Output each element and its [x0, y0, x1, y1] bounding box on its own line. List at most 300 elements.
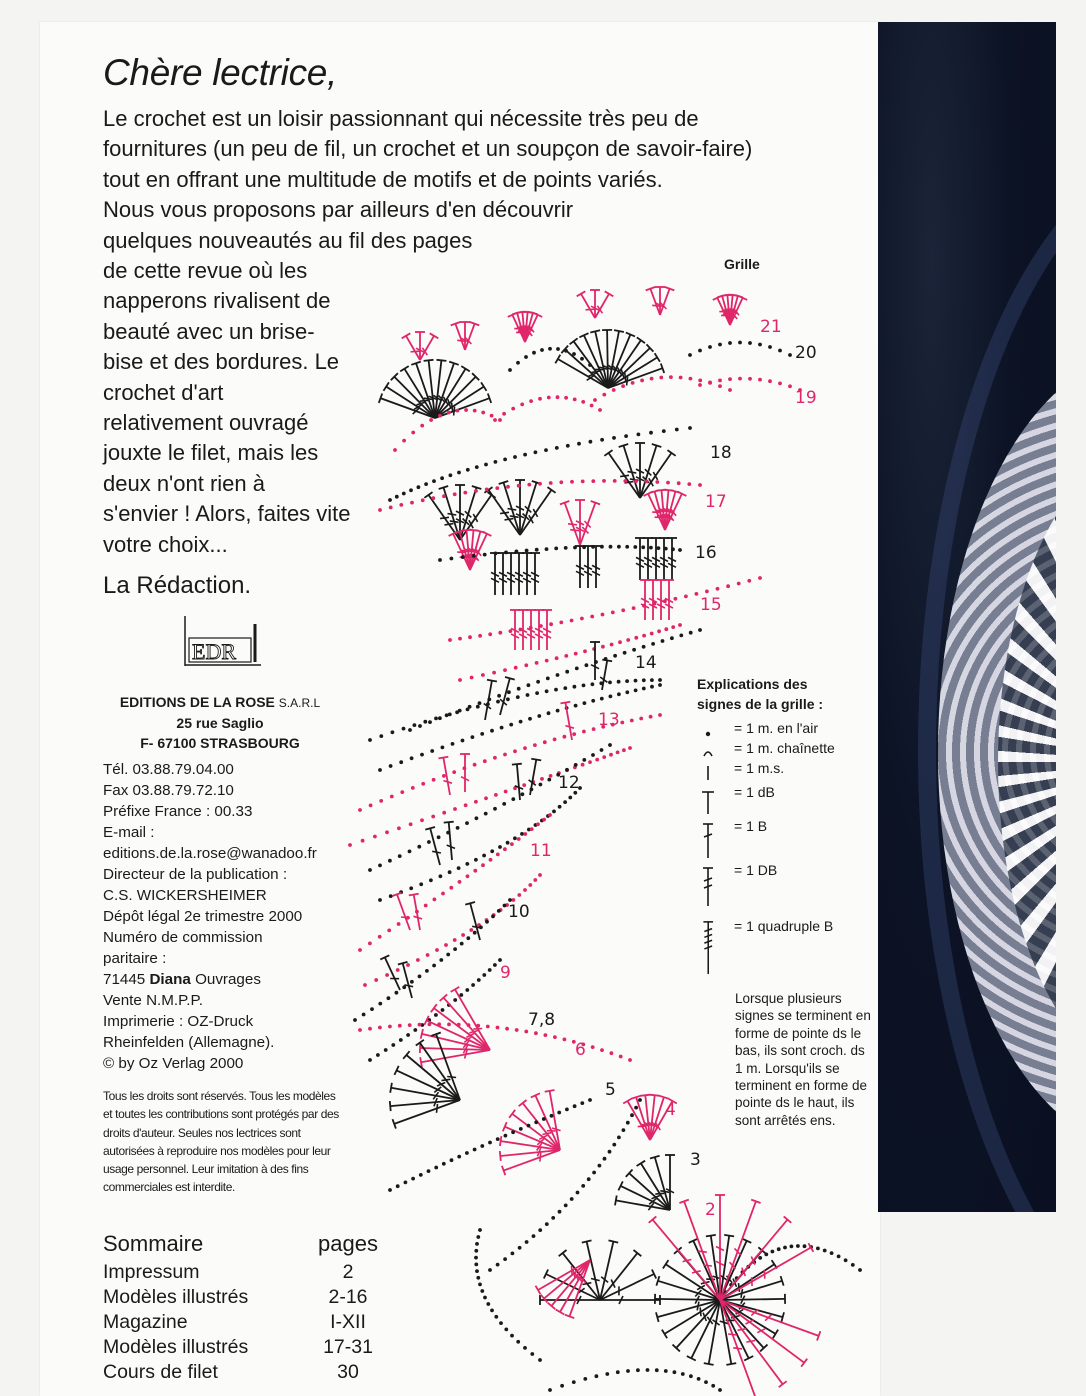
chain-dot — [397, 922, 401, 926]
chain-dot — [440, 476, 444, 480]
chain-dot — [482, 854, 486, 858]
chain-dot — [379, 734, 383, 738]
chain-dot — [527, 483, 531, 487]
chain-dot — [628, 1058, 632, 1062]
chain-dot — [503, 458, 507, 462]
chain-dot — [545, 689, 549, 693]
chain-dot — [431, 496, 435, 500]
chain-dot — [390, 795, 394, 799]
chain-dot — [580, 357, 584, 361]
stitch-cap — [437, 360, 447, 361]
chain-dot — [538, 482, 542, 486]
chain-dot — [488, 1268, 492, 1272]
chain-dot — [677, 481, 681, 485]
stitch-stem — [565, 349, 608, 388]
chain-dot — [423, 720, 427, 724]
chain-dot — [466, 936, 470, 940]
stitch-cap — [781, 1312, 784, 1322]
chain-dot — [572, 732, 576, 736]
director-label: Directeur de la publication : — [103, 866, 288, 883]
chain-dot — [402, 985, 406, 989]
contact-details — [103, 759, 317, 1074]
chain-dot — [617, 692, 621, 696]
letter-title: Chère lectrice, — [103, 52, 338, 93]
stitch-cap — [390, 1101, 391, 1111]
chain-dot — [698, 483, 702, 487]
chain-dot — [600, 1048, 604, 1052]
chain-dot — [758, 576, 762, 580]
chain-dot — [461, 933, 465, 937]
half-double-icon — [700, 784, 730, 814]
chain-dot — [480, 1144, 484, 1148]
chain-dot — [630, 719, 634, 723]
stitch-cap — [500, 1136, 502, 1146]
chain-dot — [622, 1128, 626, 1132]
chain-dot — [600, 697, 604, 701]
stitch-cap — [704, 1363, 714, 1365]
chain-dot — [768, 379, 772, 383]
chain-dot — [788, 353, 792, 357]
chain-dot — [409, 488, 413, 492]
chain-dot — [609, 545, 613, 549]
chain-dot — [542, 1117, 546, 1121]
double-treble-icon — [700, 862, 730, 906]
stitch-cap — [663, 1260, 669, 1268]
chain-dot — [547, 396, 551, 400]
stitch-cap — [656, 1312, 659, 1322]
diana-number: 71445 — [103, 971, 146, 988]
chain-dot — [461, 739, 465, 743]
legend-note: Lorsque plusieurs signes se terminent en forme de pointe ds le bas, ils sont croch. ds 1 m. Lorsqu'ils se terminent en forme de pointe ds le haut, ils sont arrêtés ens. — [735, 991, 871, 1128]
chain-dot — [368, 738, 372, 742]
chain-dot — [520, 403, 524, 407]
chain-dot — [738, 377, 742, 381]
chain-dot — [450, 1158, 454, 1162]
chain-dot — [503, 904, 507, 908]
chain-dot — [524, 1030, 528, 1034]
chain-dot — [424, 482, 428, 486]
stitch-stem — [595, 294, 609, 318]
chain-dot — [475, 816, 479, 820]
publisher-suffix: S.A.R.L — [278, 696, 321, 710]
chain-dot — [526, 693, 530, 697]
chain-dot — [595, 1374, 599, 1378]
chain-dot — [681, 1372, 685, 1376]
chain-dot — [560, 1384, 564, 1388]
stitch-bar — [628, 472, 637, 473]
chain-dot — [525, 1240, 529, 1244]
chain-dot — [547, 778, 551, 782]
chain-dot — [420, 753, 424, 757]
stitch-cap — [779, 1381, 787, 1387]
chain-dot — [389, 764, 393, 768]
chain-dot — [511, 797, 515, 801]
chain-dot — [687, 482, 691, 486]
chain-dot — [679, 634, 683, 638]
chain-dot — [451, 742, 455, 746]
legend-title-line-2: signes de la grille : — [697, 696, 824, 712]
round-number: 21 — [760, 317, 782, 337]
chain-dot — [582, 758, 586, 762]
chain-dot — [496, 1263, 500, 1267]
stitch-bar — [568, 524, 577, 525]
toc-label: Modèles illustrés — [103, 1336, 249, 1358]
round-number: 11 — [530, 841, 552, 861]
chain-dot — [468, 635, 472, 639]
chain-dot — [552, 810, 556, 814]
chain-dot — [476, 705, 480, 709]
chain-dot — [663, 599, 667, 603]
chain-dot — [388, 859, 392, 863]
chain-dot — [513, 749, 517, 753]
chain-dot — [580, 617, 584, 621]
chain-dot — [473, 931, 477, 935]
chain-dot — [472, 554, 476, 558]
stitch-bar — [437, 1104, 438, 1113]
chain-dot — [768, 345, 772, 349]
round-number: 5 — [605, 1080, 616, 1100]
diana-brand: Diana — [149, 971, 191, 988]
chain-dot — [516, 361, 520, 365]
chain-dot — [557, 1111, 561, 1115]
letter-line: fournitures (un peu de fil, un crochet et un soupçon de savoir-faire) — [103, 136, 753, 162]
chain-dot — [564, 654, 568, 658]
stitch-bar — [450, 521, 459, 522]
chain-dot — [385, 973, 389, 977]
stitch-bar — [627, 377, 628, 386]
chain-dot — [521, 792, 525, 796]
chain-dot — [588, 363, 592, 367]
chain-dot — [581, 400, 585, 404]
chain-dot — [484, 463, 488, 467]
chain-dot — [517, 837, 521, 841]
chain-dot — [452, 770, 456, 774]
chain-dot — [783, 1246, 787, 1250]
chain-dot — [465, 862, 469, 866]
stitch-cap — [421, 1029, 423, 1039]
chain-dot — [642, 604, 646, 608]
chain-dot — [379, 799, 383, 803]
chain-dot — [669, 375, 673, 379]
chain-dot — [441, 1008, 445, 1012]
chain-dot — [587, 1177, 591, 1181]
stitch-cap — [561, 702, 571, 704]
stitch-bar — [660, 1191, 669, 1193]
chain-dot — [688, 353, 692, 357]
chain-dot — [678, 548, 682, 552]
chain-dot — [611, 611, 615, 615]
letter-line: beauté avec un brise- — [103, 318, 315, 344]
chain-dot — [589, 440, 593, 444]
chain-dot — [483, 1296, 487, 1300]
chain-dot — [358, 808, 362, 812]
chain-dot — [642, 687, 646, 691]
doily-photo — [878, 22, 1056, 1212]
chain-dot — [689, 631, 693, 635]
chain-dot — [515, 1028, 519, 1032]
chain-dot — [778, 382, 782, 386]
round-number: 13 — [598, 710, 620, 730]
stitch-bar — [728, 1334, 737, 1335]
stitch-bar — [764, 1270, 765, 1279]
chain-dot — [655, 1368, 659, 1372]
chain-dot — [716, 587, 720, 591]
chain-dot — [558, 805, 562, 809]
chain-dot — [539, 783, 543, 787]
chain-dot — [483, 553, 487, 557]
logo-text: EDR — [192, 639, 236, 664]
stitch-stem — [449, 822, 452, 860]
legend-text: = 1 DB — [734, 862, 778, 878]
chain-dot — [484, 796, 488, 800]
chain-dot — [570, 1197, 574, 1201]
chain-dot — [698, 383, 702, 387]
chain-dot — [695, 592, 699, 596]
chain-dot — [442, 811, 446, 815]
toc-label: Modèles illustrés — [103, 1286, 249, 1308]
chain-dot — [549, 622, 553, 626]
stitch-stem — [720, 1300, 804, 1363]
chain-dot — [489, 858, 493, 862]
stitch-bar — [452, 403, 453, 412]
chain-dot — [570, 480, 574, 484]
chain-dot — [600, 438, 604, 442]
chain-dot — [437, 835, 441, 839]
chain-dot — [574, 763, 578, 767]
chain-dot — [378, 864, 382, 868]
round-number: 16 — [695, 543, 717, 563]
chain-dot — [389, 894, 393, 898]
chain-dot — [748, 341, 752, 345]
stitch-cap — [398, 962, 408, 965]
chain-dot — [385, 830, 389, 834]
chain-dot — [624, 434, 628, 438]
chain-dot — [529, 626, 533, 630]
chain-dot — [519, 720, 523, 724]
stitch-cap — [590, 330, 600, 332]
slip-stitch-arc-icon — [700, 740, 730, 760]
chain-dot — [545, 1222, 549, 1226]
chain-dot — [664, 1369, 668, 1373]
chain-dot — [524, 355, 528, 359]
chain-dot — [548, 347, 552, 351]
chain-dot — [705, 590, 709, 594]
stitch-cap — [548, 487, 556, 493]
chain-dot — [419, 1173, 423, 1177]
chain-dot — [658, 683, 662, 687]
chain-dot — [653, 602, 657, 606]
chain-dot — [553, 738, 557, 742]
chain-dot — [664, 547, 668, 551]
toc-label: Impressum — [103, 1261, 200, 1283]
chain-dot — [565, 670, 569, 674]
chain-dot — [553, 1035, 557, 1039]
chain-dot — [603, 1157, 607, 1161]
stitch-bar — [445, 524, 454, 525]
legend-title-line-1: Explications des — [697, 676, 808, 692]
chain-dot — [678, 623, 682, 627]
stitch-cap — [461, 366, 470, 371]
toc-label: Magazine — [103, 1311, 188, 1333]
chain-dot — [582, 545, 586, 549]
chain-dot — [534, 450, 538, 454]
chain-dot — [488, 632, 492, 636]
stitch-stem — [391, 1088, 460, 1100]
chain-dot — [449, 886, 453, 890]
chain-dot — [388, 1025, 392, 1029]
chain-dot — [467, 1023, 471, 1027]
legend-row — [700, 720, 818, 740]
chain-dot — [517, 687, 521, 691]
chain-dot — [368, 1058, 372, 1062]
chain-dot — [469, 928, 473, 932]
chain-dot — [523, 1346, 527, 1350]
stitch-bar — [583, 1283, 592, 1285]
round-number: 7,8 — [528, 1010, 556, 1030]
stitch-bar — [655, 1193, 664, 1194]
chain-dot — [457, 866, 461, 870]
chain-dot — [473, 1148, 477, 1152]
chain-dot — [428, 1023, 432, 1027]
chain-dot — [439, 874, 443, 878]
chain-dot — [638, 1098, 642, 1102]
chain-dot — [434, 1166, 438, 1170]
chain-dot — [378, 768, 382, 772]
chain-dot — [417, 845, 421, 849]
chain-dot — [494, 460, 498, 464]
chain-dot — [458, 880, 462, 884]
chain-dot — [549, 774, 553, 778]
chain-dot — [416, 958, 420, 962]
chain-dot — [402, 439, 406, 443]
chain-dot — [442, 1162, 446, 1166]
chain-dot — [577, 442, 581, 446]
chain-dot — [516, 695, 520, 699]
chain-dot — [657, 546, 661, 550]
stitch-stem — [455, 324, 465, 350]
printer-city: Rheinfelden (Allemagne). — [103, 1034, 275, 1051]
chain-dot — [533, 743, 537, 747]
chain-dot-icon — [700, 720, 730, 740]
chain-dot — [527, 1124, 531, 1128]
chain-dot — [498, 631, 502, 635]
chain-dot — [563, 735, 567, 739]
printer: Imprimerie : OZ-Druck — [103, 1013, 254, 1030]
stitch-stem — [650, 289, 660, 315]
letter-line: deux n'ont rien à — [103, 470, 265, 496]
chain-dot — [591, 699, 595, 703]
signature: La Rédaction. — [103, 572, 252, 599]
stitch-bar — [505, 519, 514, 520]
stitch-stem — [517, 764, 520, 800]
chain-dot — [568, 796, 572, 800]
chain-dot — [508, 368, 512, 372]
chain-dot — [413, 1028, 417, 1032]
chain-dot — [420, 424, 424, 428]
chain-dot — [581, 763, 585, 767]
chain-dot — [788, 384, 792, 388]
chain-dot — [608, 743, 612, 747]
edr-logo — [183, 616, 263, 666]
chain-dot — [609, 753, 613, 757]
chain-dot — [444, 943, 448, 947]
chain-dot — [477, 978, 481, 982]
quadruple-treble-icon — [700, 918, 730, 976]
stitch-stem — [655, 1299, 720, 1300]
chain-dot — [502, 802, 506, 806]
chain-dot — [608, 1150, 612, 1154]
chain-dot — [446, 953, 450, 957]
chain-dot — [563, 800, 567, 804]
chain-dot — [478, 701, 482, 705]
stitch-cap — [570, 338, 578, 344]
stitch-cap — [424, 360, 434, 361]
stitch-stem — [653, 1220, 721, 1300]
round-number: 10 — [508, 902, 530, 922]
chain-dot — [708, 345, 712, 349]
chain-dot — [572, 1380, 576, 1384]
chain-dot — [490, 414, 494, 418]
chain-dot — [399, 503, 403, 507]
chain-dot — [496, 1137, 500, 1141]
chain-dot — [671, 625, 675, 629]
chain-dot — [419, 882, 423, 886]
chain-dot — [573, 685, 577, 689]
chain-dot — [632, 606, 636, 610]
toc-pages-heading: pages — [318, 1231, 378, 1256]
chain-dot — [493, 418, 497, 422]
chain-dot — [471, 735, 475, 739]
chain-dot — [547, 711, 551, 715]
chain-dot — [573, 1104, 577, 1108]
letter-line: crochet d'art — [103, 379, 224, 405]
chain-dot — [650, 678, 654, 682]
crochet-diagram — [340, 270, 880, 1396]
chain-dot — [591, 753, 595, 757]
chain-dot — [598, 408, 602, 412]
chain-dot — [503, 753, 507, 757]
chain-dot — [432, 778, 436, 782]
chain-dot — [389, 506, 393, 510]
chain-dot — [473, 763, 477, 767]
chain-dot — [492, 671, 496, 675]
chain-dot — [406, 1033, 410, 1037]
chain-dot — [376, 1053, 380, 1057]
chain-dot — [361, 839, 365, 843]
chain-dot — [657, 629, 661, 633]
stitch-cap — [726, 1363, 736, 1365]
chain-dot — [595, 758, 599, 762]
stitch-bar — [625, 373, 626, 382]
stitch-cap — [400, 366, 409, 371]
chain-dot — [535, 691, 539, 695]
chain-dot — [488, 1141, 492, 1145]
chain-dot — [726, 584, 730, 588]
letter-line: s'envier ! Alors, faites vite — [103, 501, 351, 527]
chain-dot — [650, 632, 654, 636]
stitch-cap — [444, 822, 454, 823]
chain-dot — [536, 680, 540, 684]
chain-dot — [563, 1038, 567, 1042]
stitch-bar — [586, 309, 595, 310]
email-label: E-mail : — [103, 824, 155, 841]
stitch-stem — [600, 1274, 654, 1300]
chain-dot — [537, 714, 541, 718]
chain-dot — [545, 659, 549, 663]
chain-dot — [490, 849, 494, 853]
chain-dot — [670, 636, 674, 640]
round-number: 18 — [710, 443, 732, 463]
